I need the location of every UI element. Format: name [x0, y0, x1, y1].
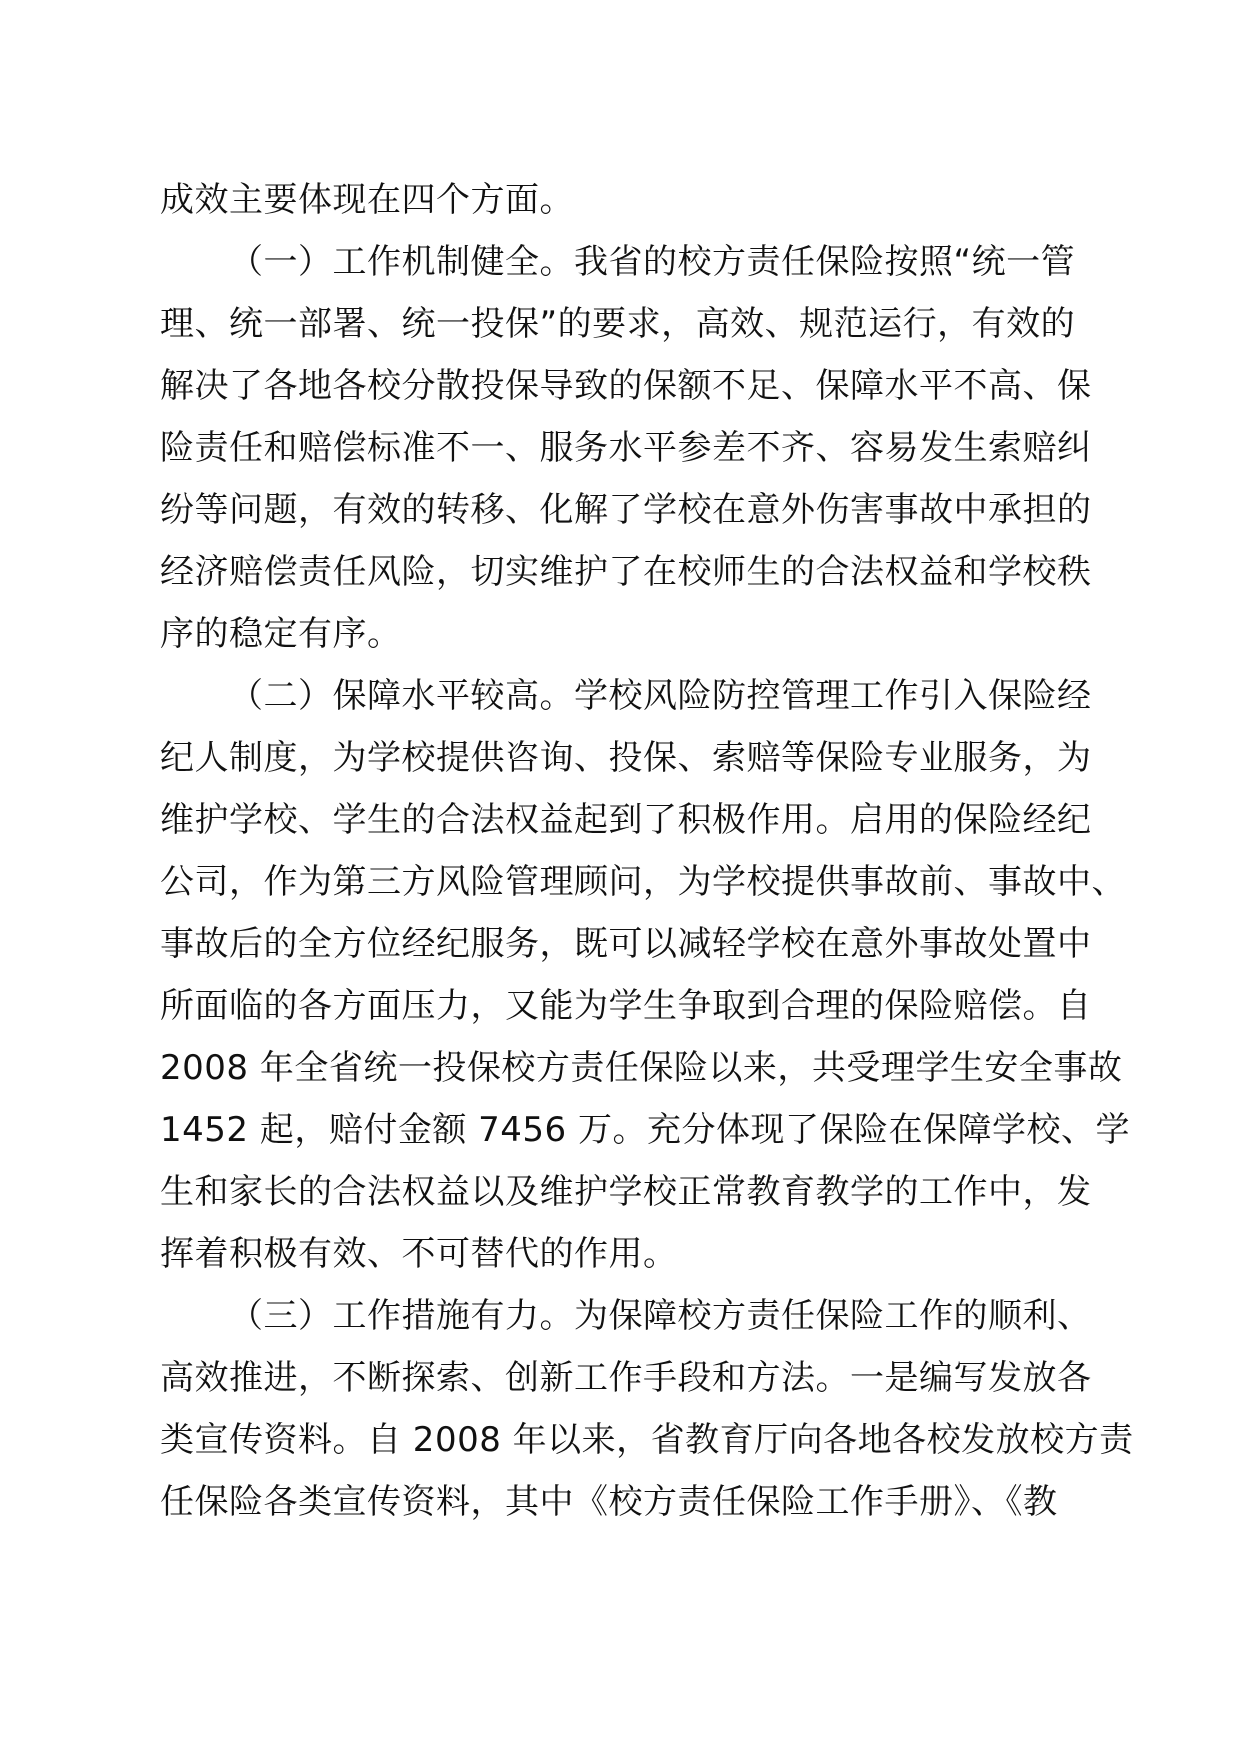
- text-line: 成效主要体现在四个方面。: [160, 180, 574, 220]
- text-line: 2008 年全省统一投保校方责任保险以来，共受理学生安全事故: [160, 1048, 1123, 1088]
- text-line: 类宣传资料。自 2008 年以来，省教育厅向各地各校发放校方责: [160, 1420, 1134, 1460]
- section-heading-line: （二）保障水平较高。学校风险防控管理工作引入保险经: [229, 676, 1092, 716]
- text-line: 理、统一部署、统一投保”的要求，高效、规范运行，有效的: [160, 304, 1076, 344]
- text-line: 公司，作为第三方风险管理顾问，为学校提供事故前、事故中、: [160, 862, 1126, 902]
- text-line: 维护学校、学生的合法权益起到了积极作用。启用的保险经纪: [160, 800, 1092, 840]
- section-heading-line: （三）工作措施有力。为保障校方责任保险工作的顺利、: [229, 1296, 1092, 1336]
- text-line: 事故后的全方位经纪服务，既可以减轻学校在意外事故处置中: [160, 924, 1092, 964]
- text-line: 纪人制度，为学校提供咨询、投保、索赔等保险专业服务，为: [160, 738, 1092, 778]
- text-line: 险责任和赔偿标准不一、服务水平参差不齐、容易发生索赔纠: [160, 428, 1092, 468]
- text-line: 纷等问题，有效的转移、化解了学校在意外伤害事故中承担的: [160, 490, 1092, 530]
- text-line: 高效推进，不断探索、创新工作手段和方法。一是编写发放各: [160, 1358, 1092, 1398]
- text-line: 所面临的各方面压力，又能为学生争取到合理的保险赔偿。自: [160, 986, 1092, 1026]
- text-line: 序的稳定有序。: [160, 614, 402, 654]
- text-line: 经济赔偿责任风险，切实维护了在校师生的合法权益和学校秩: [160, 552, 1092, 592]
- text-line: 解决了各地各校分散投保导致的保额不足、保障水平不高、保: [160, 366, 1092, 406]
- text-line: 挥着积极有效、不可替代的作用。: [160, 1234, 678, 1274]
- text-line: 生和家长的合法权益以及维护学校正常教育教学的工作中，发: [160, 1172, 1092, 1212]
- text-line: 任保险各类宣传资料，其中《校方责任保险工作手册》、《教: [160, 1482, 1058, 1522]
- section-heading-line: （一）工作机制健全。我省的校方责任保险按照“统一管: [229, 242, 1076, 282]
- text-line: 1452 起，赔付金额 7456 万。充分体现了保险在保障学校、学: [160, 1110, 1130, 1150]
